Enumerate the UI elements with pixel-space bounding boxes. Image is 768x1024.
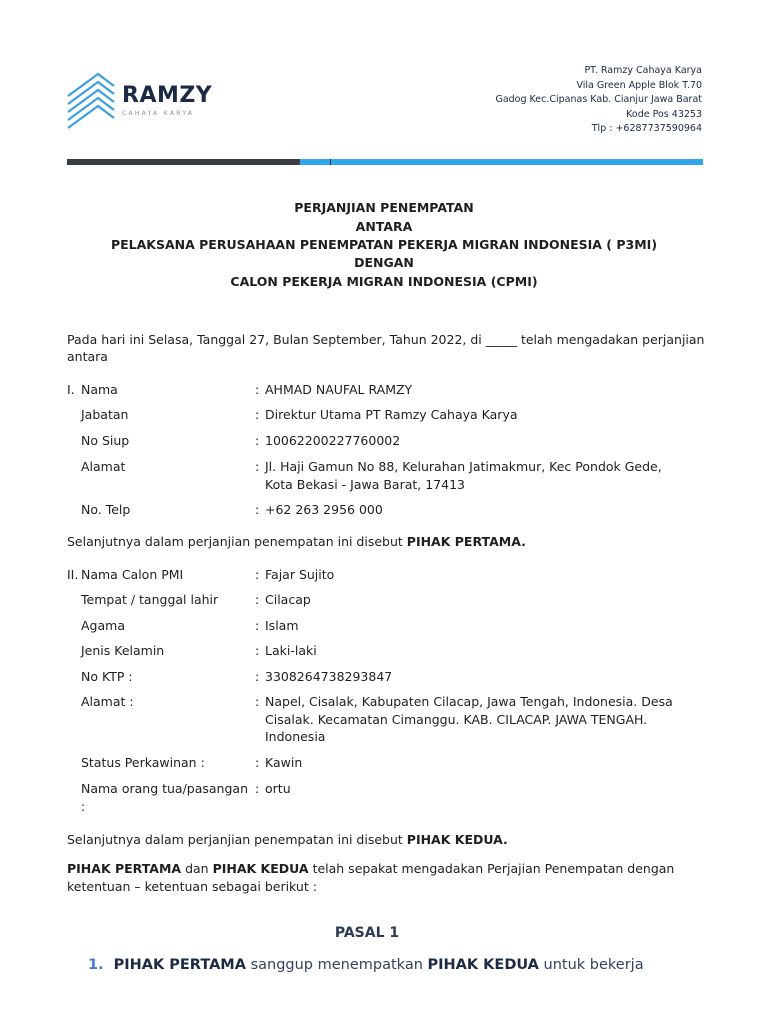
party1-position-label: Jabatan: [81, 407, 129, 422]
agreement-text: telah sepakat mengadakan Perjajian Penempatan dengan: [308, 861, 675, 876]
company-address: [495, 64, 702, 137]
party2-gender-colon: :: [255, 643, 260, 658]
intro-line-2: antara: [67, 349, 108, 364]
party2-address-value: [265, 693, 695, 746]
party1-closing-bold: PIHAK PERTAMA.: [406, 534, 526, 549]
agreement-party2: PIHAK KEDUA: [212, 861, 309, 876]
party2-marital-value: Kawin: [265, 755, 303, 770]
party1-siup-label: No Siup: [81, 433, 130, 448]
agreement-line-2: ketentuan – ketentuan sebagai berikut :: [67, 879, 317, 894]
party2-ktp-colon: :: [255, 669, 260, 684]
company-city: Gadog Kec.Cipanas Kab. Cianjur Jawa Barat: [495, 94, 702, 106]
doc-title-line-5: CALON PEKERJA MIGRAN INDONESIA (CPMI): [230, 274, 538, 289]
party1-phone-colon: :: [255, 502, 260, 517]
brand-tagline: CAHAYA KARYA: [122, 110, 195, 117]
pasal-item-number: 1.: [88, 957, 104, 973]
pasal-item-1: [88, 957, 644, 973]
party2-gender-value: Laki-laki: [265, 643, 317, 658]
party2-closing: [67, 831, 508, 849]
party2-number: II.: [67, 567, 79, 582]
header-divider-tick: [330, 159, 331, 165]
party1-address-colon: :: [255, 459, 260, 474]
party1-siup-value: 10062200227760002: [265, 433, 401, 448]
party1-phone-value: +62 263 2956 000: [265, 502, 383, 517]
party2-address-line-3: Indonesia: [265, 729, 326, 744]
party2-marital-label: Status Perkawinan :: [81, 755, 205, 770]
pasal-heading: PASAL 1: [334, 925, 400, 941]
agreement-and: dan: [181, 861, 213, 876]
doc-title-line-3: PELAKSANA PERUSAHAAN PENEMPATAN PEKERJA MIGRAN INDONESIA ( P3MI): [110, 237, 658, 252]
pasal-item-mid: sanggup menempatkan: [245, 957, 428, 973]
party2-address-line-1: Napel, Cisalak, Kabupaten Cilacap, Jawa Tengah, Indonesia. Desa: [265, 694, 673, 709]
party2-gender-label: Jenis Kelamin: [81, 643, 165, 658]
party1-name-colon: :: [255, 382, 260, 397]
pasal-item-party1: PIHAK PERTAMA: [113, 957, 246, 973]
party2-religion-colon: :: [255, 618, 260, 633]
party2-religion-label: Agama: [81, 618, 125, 633]
party2-birth-colon: :: [255, 592, 260, 607]
company-postcode: Kode Pos 43253: [626, 108, 702, 120]
party1-siup-colon: :: [255, 433, 260, 448]
party2-birth-label: Tempat / tanggal lahir: [81, 592, 219, 607]
party2-address-line-2: Cisalak. Kecamatan Cimanggu. KAB. CILACAP. JAWA TENGAH.: [265, 711, 648, 727]
party1-closing: [67, 533, 526, 551]
party2-parent-label-line-1: Nama orang tua/pasangan: [81, 781, 248, 796]
party2-birth-value: Cilacap: [265, 592, 311, 607]
company-phone: Tlp : +6287737590964: [591, 123, 702, 135]
party1-address-line-2: Kota Bekasi - Jawa Barat, 17413: [265, 476, 465, 492]
pasal-item-party2: PIHAK KEDUA: [427, 957, 539, 973]
header-divider-dark: [67, 159, 307, 165]
party1-number: I.: [67, 382, 75, 397]
party1-address-value: [265, 458, 695, 493]
party1-closing-text: Selanjutnya dalam perjanjian penempatan ini disebut: [67, 534, 407, 549]
party2-address-colon: :: [255, 694, 260, 709]
party2-parent-value: ortu: [265, 781, 291, 796]
company-street: Vila Green Apple Blok T.70: [576, 79, 702, 91]
party1-name-value: AHMAD NAUFAL RAMZY: [265, 382, 413, 397]
pasal-item-rest: untuk bekerja: [538, 957, 644, 973]
party2-name-colon: :: [255, 567, 260, 582]
party2-parent-label: [81, 780, 248, 815]
intro-line-1: Pada hari ini Selasa, Tanggal 27, Bulan September, Tahun 2022, di _____ telah mengadakan perjanjian: [67, 332, 705, 347]
company-name: PT. Ramzy Cahaya Karya: [584, 65, 702, 76]
party2-name-value: Fajar Sujito: [265, 567, 335, 582]
doc-title-line-2: ANTARA: [355, 219, 413, 234]
party2-ktp-value: 3308264738293847: [265, 669, 393, 684]
party1-position-value: Direktur Utama PT Ramzy Cahaya Karya: [265, 407, 518, 422]
agreement-party1: PIHAK PERTAMA: [67, 861, 182, 876]
party2-parent-label-line-2: :: [81, 798, 86, 814]
party2-marital-colon: :: [255, 755, 260, 770]
party2-closing-text: Selanjutnya dalam perjanjian penempatan ini disebut: [67, 832, 407, 847]
party1-phone-label: No. Telp: [81, 502, 131, 517]
doc-title-line-4: DENGAN: [354, 255, 414, 270]
party1-position-colon: :: [255, 407, 260, 422]
party2-address-label: Alamat :: [81, 694, 134, 709]
doc-title-line-1: PERJANJIAN PENEMPATAN: [294, 200, 474, 215]
party2-name-label: Nama Calon PMI: [81, 567, 184, 582]
party1-name-label: Nama: [81, 382, 118, 397]
header-divider-blue: [300, 159, 703, 165]
party1-address-label: Alamat: [81, 459, 126, 474]
agreement-line-1: [67, 860, 674, 878]
brand-name: RAMZY: [122, 83, 213, 108]
party2-parent-colon: :: [255, 781, 260, 796]
party2-ktp-label: No KTP :: [81, 669, 133, 684]
party2-closing-bold: PIHAK KEDUA.: [406, 832, 508, 847]
party2-religion-value: Islam: [265, 618, 299, 633]
party1-address-line-1: Jl. Haji Gamun No 88, Kelurahan Jatimakmur, Kec Pondok Gede,: [265, 459, 662, 474]
